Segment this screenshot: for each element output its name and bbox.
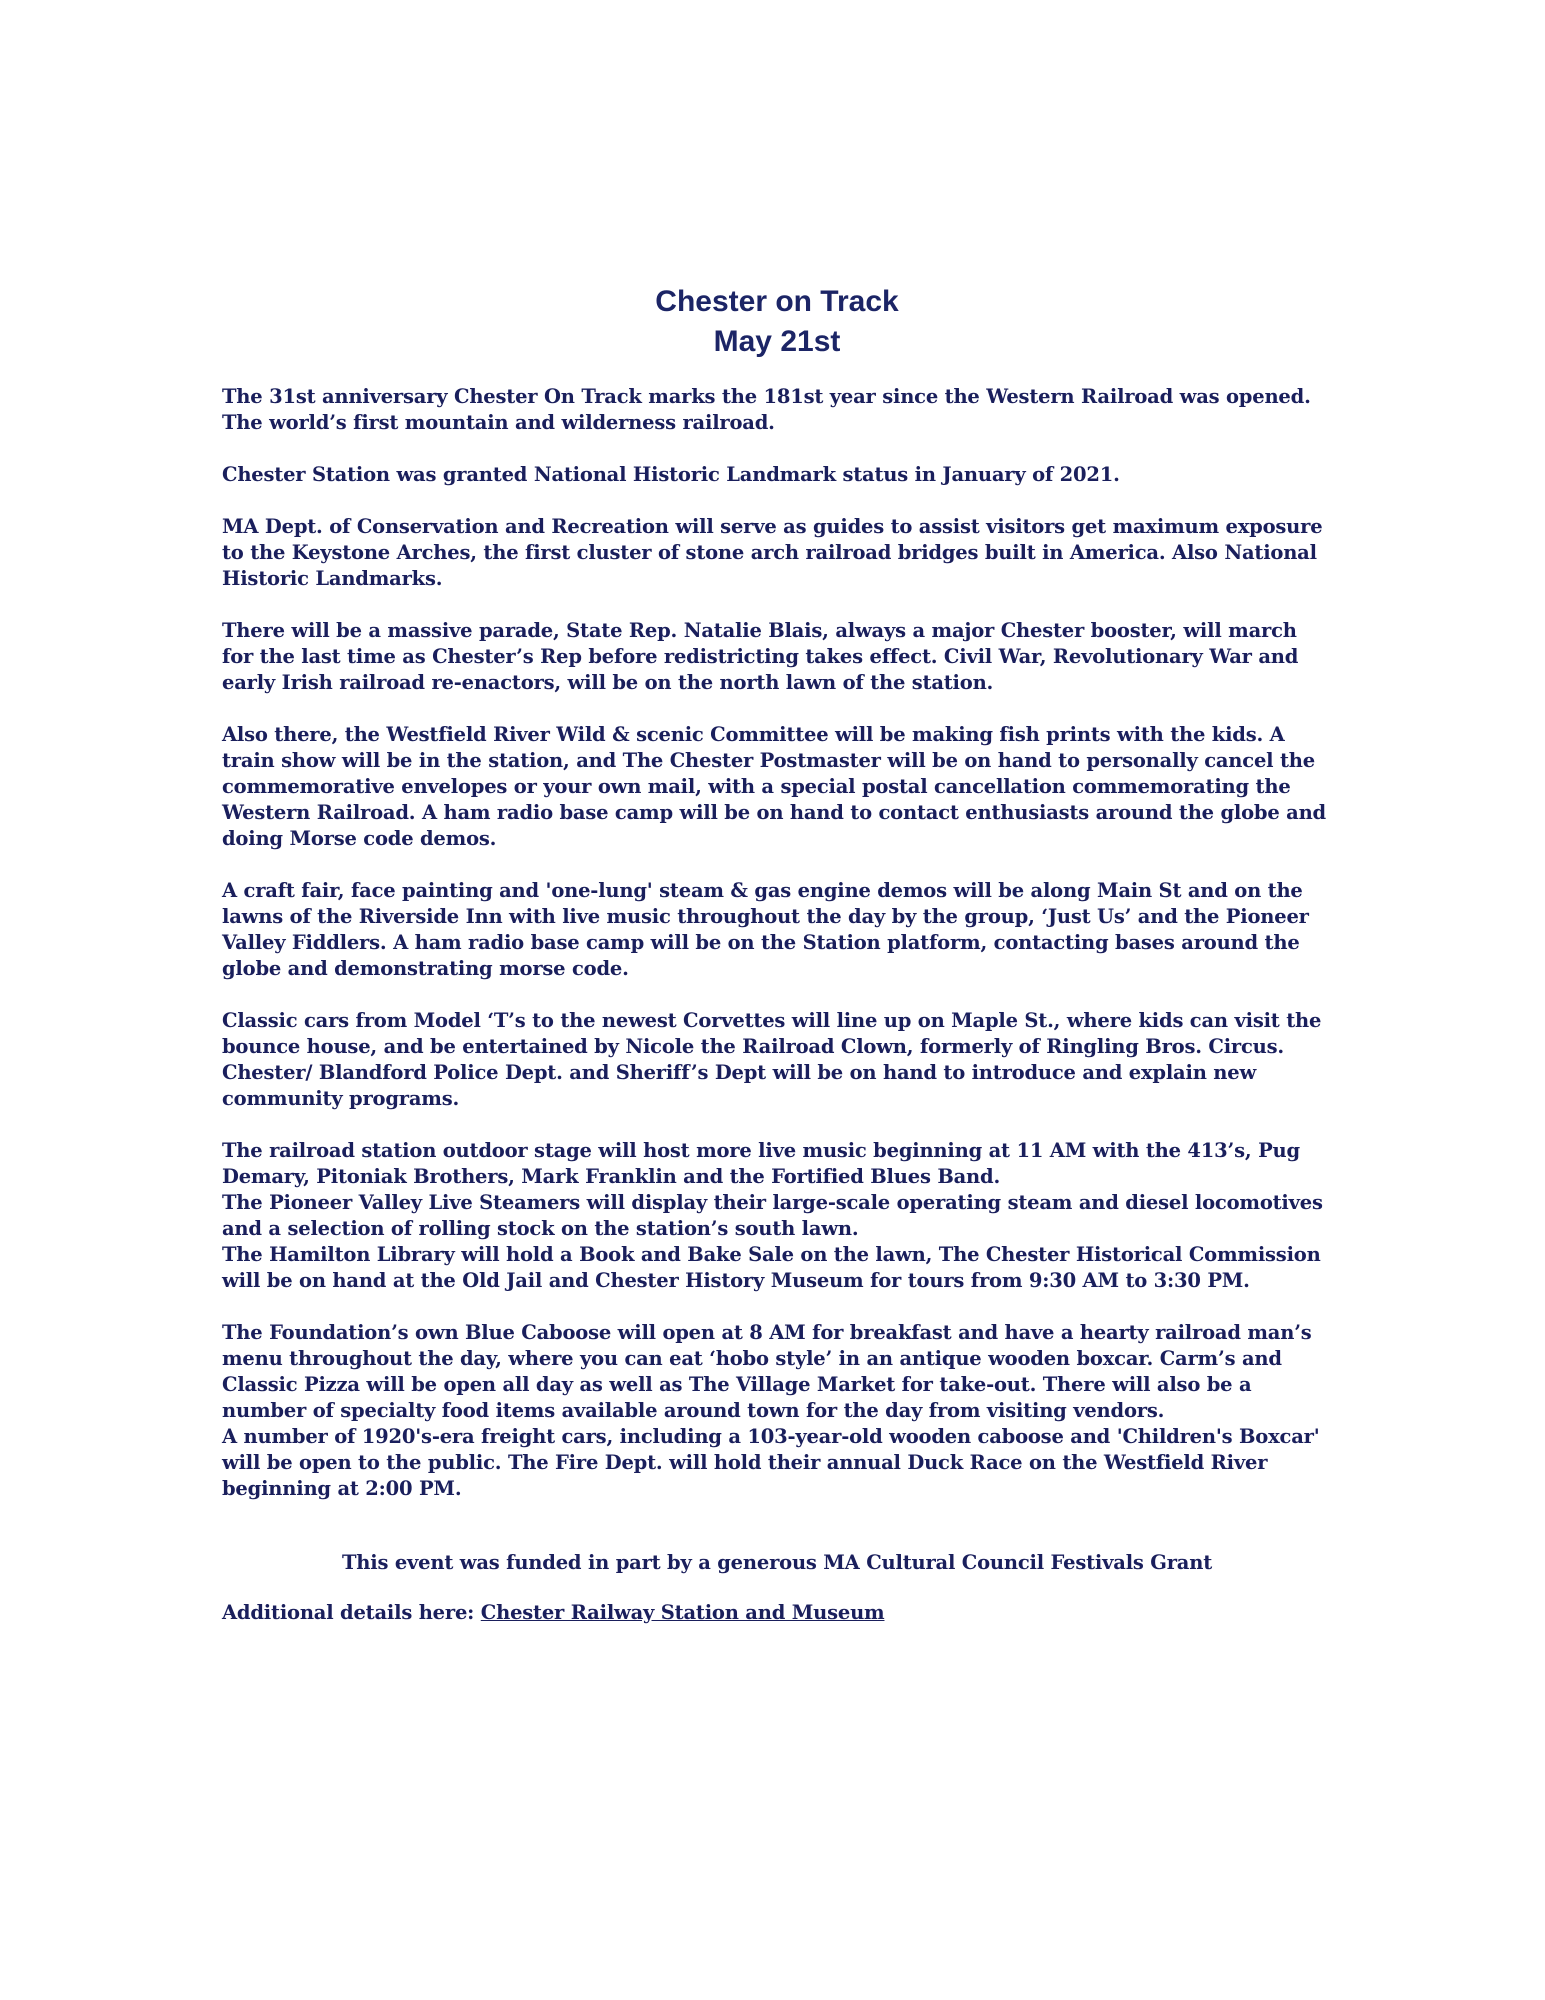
paragraph-text: The Pioneer Valley Live Steamers will display their large-scale operating steam and diesel locomotives and a selection of rolling stock on the station’s south lawn. bbox=[222, 1191, 1323, 1240]
paragraph-anniversary bbox=[222, 384, 1332, 436]
paragraph-food-and-freight bbox=[222, 1320, 1332, 1502]
paragraph-text: A number of 1920's-era freight cars, including a 103-year-old wooden caboose and 'Children's Boxcar' will be open to the public. The Fire Dept. will hold their annual Duck Race on the Westfield River beginning at 2:00 PM. bbox=[222, 1425, 1320, 1500]
title-line-1: Chester on Track bbox=[655, 285, 899, 318]
paragraph-text: Also there, the Westfield River Wild & scenic Committee will be making fish prints with the kids. A train show will be in the station, and The Chester Postmaster will be on hand to personally cancel the commemorative envelopes or your own mail, with a special postal cancellation commemorating the Western Railroad. A ham radio base camp will be on hand to contact enthusiasts around the globe and doing Morse code demos. bbox=[222, 723, 1326, 850]
paragraph-text: The 31st anniversary Chester On Track marks the 181st year since the Western Railroad was opened. The world’s first mountain and wilderness railroad. bbox=[222, 385, 1311, 434]
details-prefix: Additional details here: bbox=[222, 1601, 481, 1624]
paragraph-conservation bbox=[222, 514, 1332, 592]
funding-note: This event was funded in part by a generous MA Cultural Council Festivals Grant bbox=[341, 1551, 1213, 1574]
paragraph-text: MA Dept. of Conservation and Recreation will serve as guides to assist visitors get maximum exposure to the Keystone Arches, the first cluster of stone arch railroad bridges built in America. Also National Historic Landmarks. bbox=[222, 515, 1323, 590]
paragraph-text: The railroad station outdoor stage will host more live music beginning at 11 AM with the 413’s, Pug Demary, Pitoniak Brothers, Mark Franklin and the Fortified Blues Band. bbox=[222, 1139, 1300, 1188]
paragraph-classic-cars bbox=[222, 1008, 1332, 1112]
paragraph-craft-fair bbox=[222, 878, 1332, 982]
paragraph-text: The Hamilton Library will hold a Book and Bake Sale on the lawn, The Chester Historical Commission will be on hand at the Old Jail and Chester History Museum for tours from 9:30 AM to 3:30 PM. bbox=[222, 1243, 1321, 1292]
document-page bbox=[222, 282, 1332, 1626]
additional-details bbox=[222, 1600, 1332, 1626]
paragraph-live-music bbox=[222, 1138, 1332, 1294]
paragraph-text: There will be a massive parade, State Rep. Natalie Blais, always a major Chester booster, will march for the last time as Chester’s Rep before redistricting takes effect. Civil War, Revolutionary War and early Irish railroad re-enactors, will be on the north lawn of the station. bbox=[222, 619, 1299, 694]
paragraph-text: Classic cars from Model ‘T’s to the newest Corvettes will line up on Maple St., where kids can visit the bounce house, and be entertained by Nicole the Railroad Clown, formerly of Ringling Bros. Circus. Chester/ Blandford Police Dept. and Sheriff’s Dept will be on hand to introduce and explain new community programs. bbox=[222, 1009, 1322, 1110]
document-title bbox=[222, 282, 1332, 362]
paragraph-station-activities bbox=[222, 722, 1332, 852]
museum-link[interactable]: Chester Railway Station and Museum bbox=[480, 1601, 885, 1624]
title-line-2: May 21st bbox=[713, 325, 841, 358]
paragraph-text: A craft fair, face painting and 'one-lung' steam & gas engine demos will be along Main St and on the lawns of the Riverside Inn with live music throughout the day by the group, ‘Just Us’ and the Pioneer Valley Fiddlers. A ham radio base camp will be on the Station platform, contacting bases around the globe and demonstrating morse code. bbox=[222, 879, 1309, 980]
paragraph-landmark-status bbox=[222, 462, 1332, 488]
paragraph-parade bbox=[222, 618, 1332, 696]
paragraph-text: Chester Station was granted National Historic Landmark status in January of 2021. bbox=[222, 463, 1120, 486]
paragraph-text: The Foundation’s own Blue Caboose will open at 8 AM for breakfast and have a hearty railroad man’s menu throughout the day, where you can eat ‘hobo style’ in an antique wooden boxcar. Carm’s and Classic Pizza will be open all day as well as The Village Market for take-out. There will also be a number of specialty food items available around town for the day from visiting vendors. bbox=[222, 1321, 1312, 1422]
